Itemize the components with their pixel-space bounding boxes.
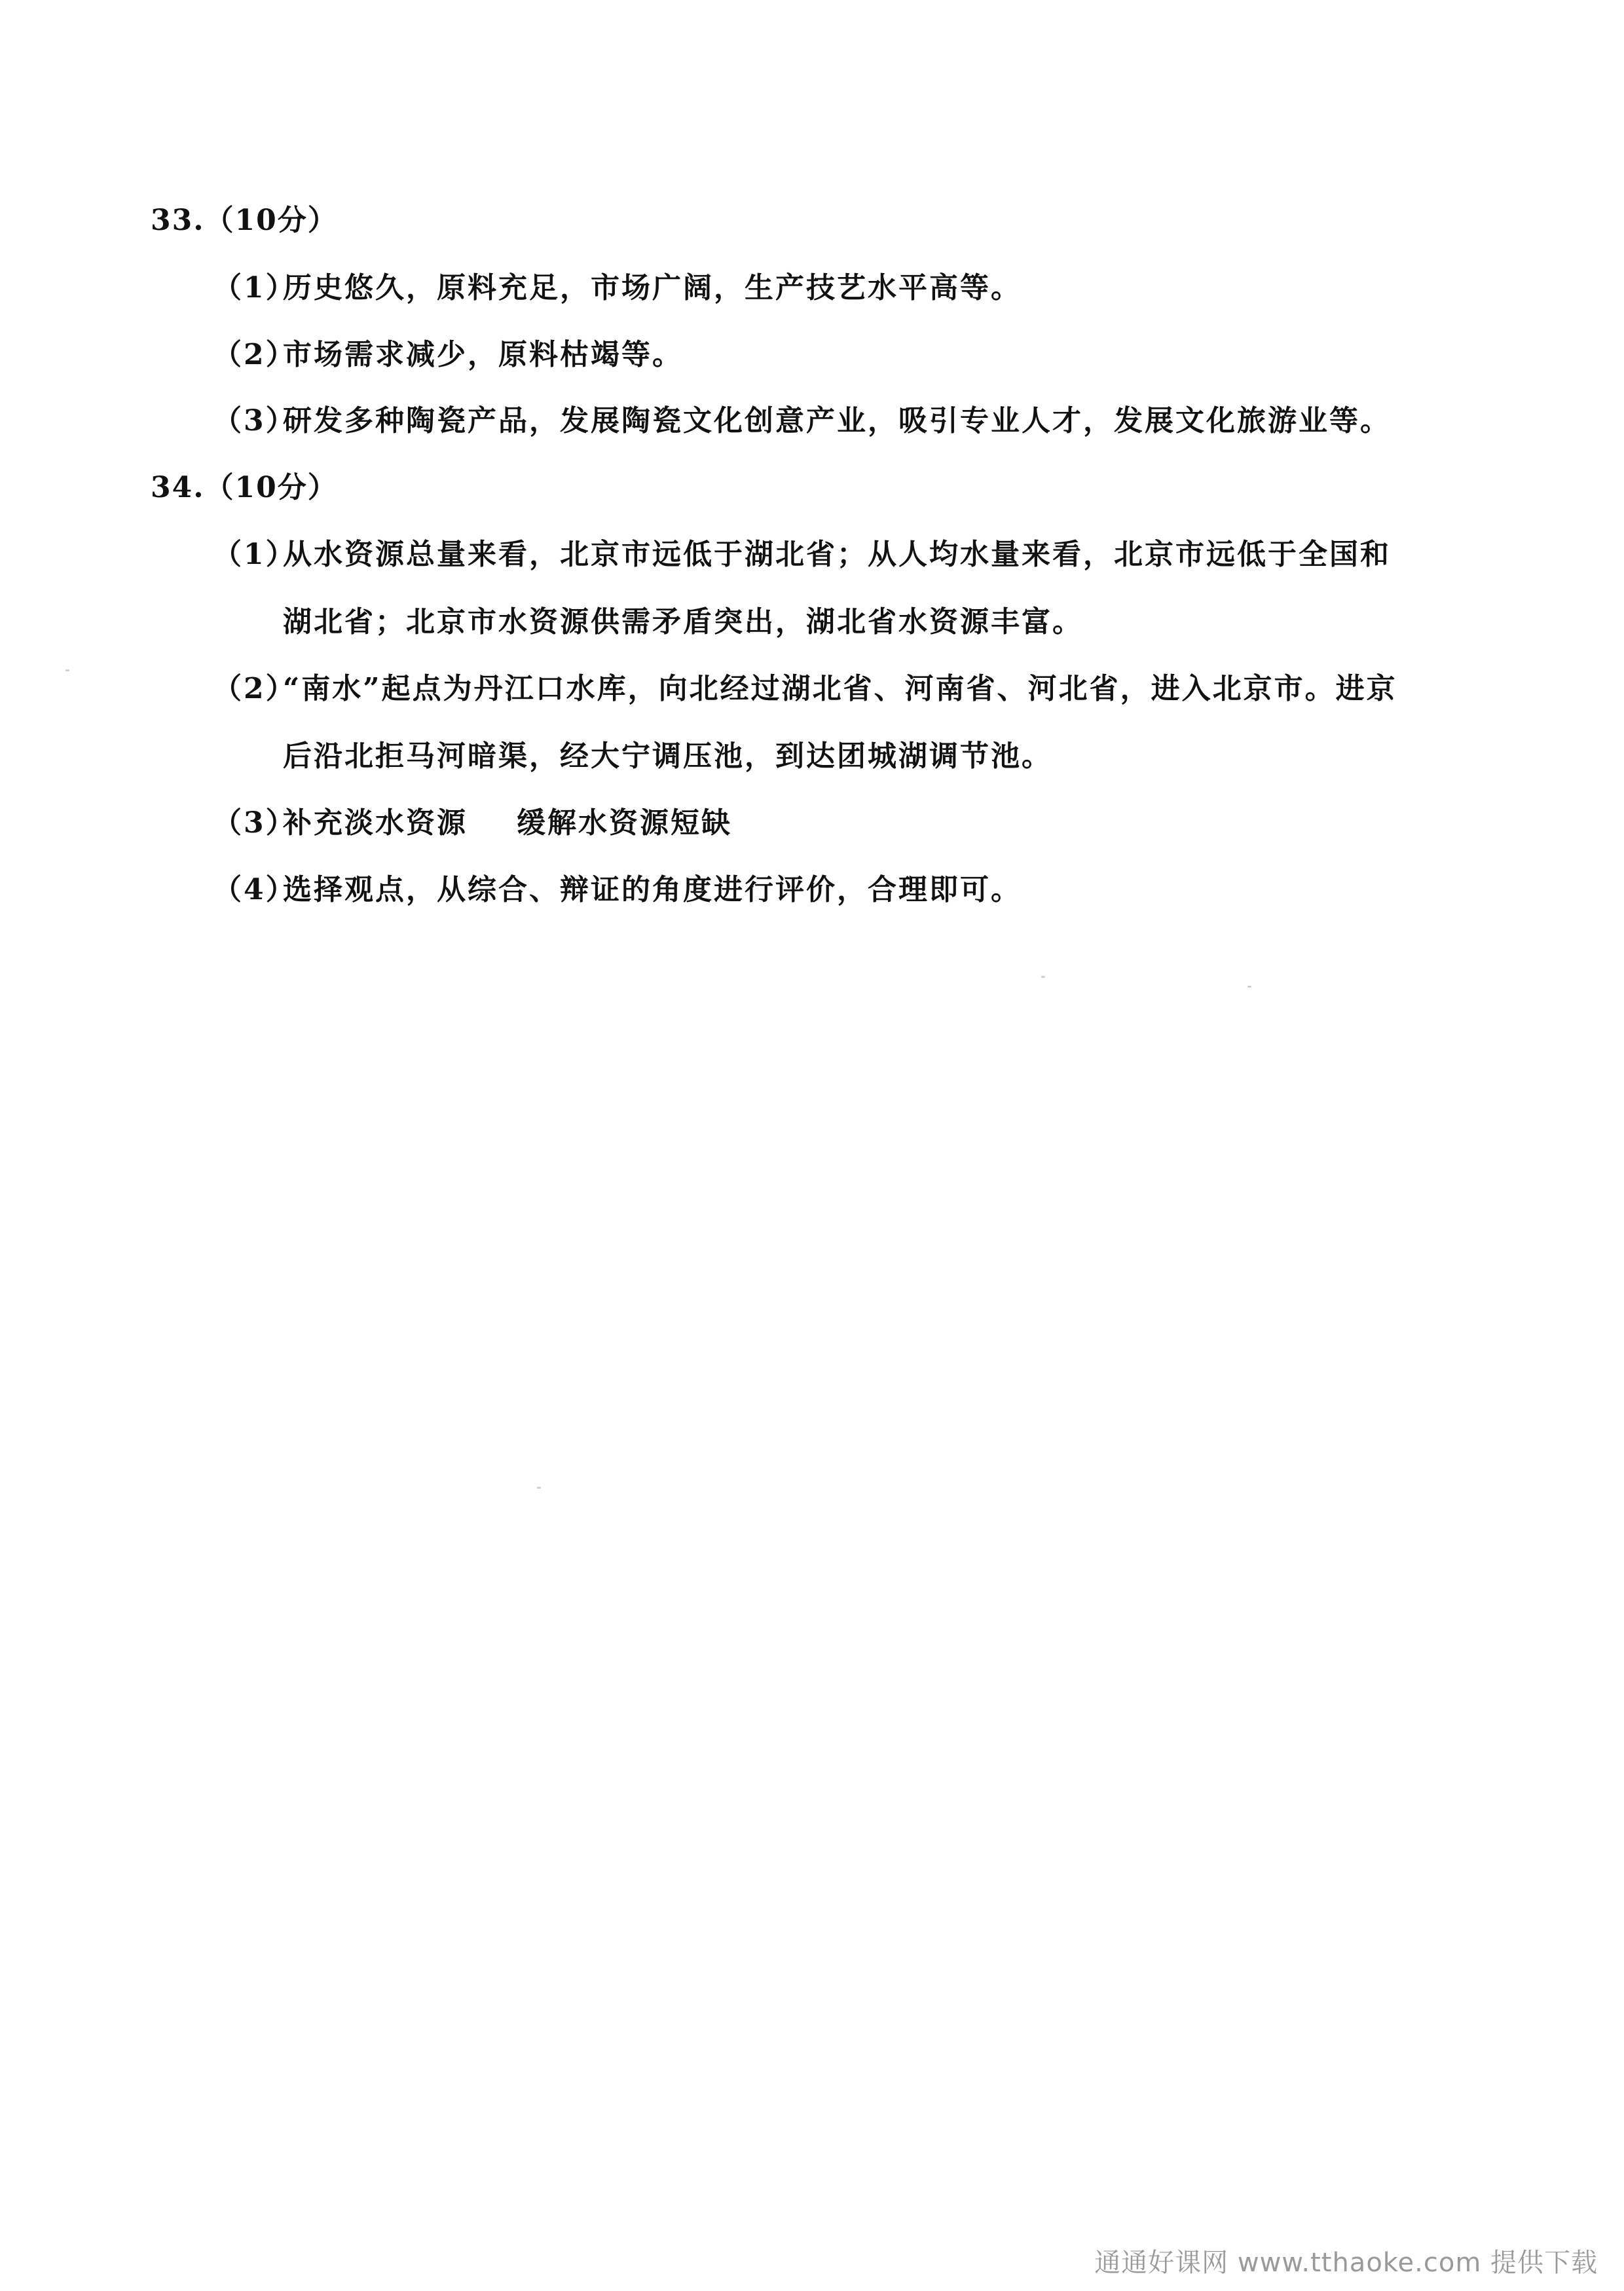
q34-item-2 bbox=[213, 665, 1397, 707]
q33-item-2 bbox=[213, 331, 683, 373]
q34-item-3-text-a: 补充淡水资源 bbox=[283, 806, 468, 840]
q34-item-4-text: 选择观点，从综合、辩证的角度进行评价，合理即可。 bbox=[283, 873, 1022, 906]
q34-item-3-number: （3） bbox=[213, 806, 297, 840]
q34-item-1-number: （1） bbox=[213, 538, 297, 571]
q34-item-4 bbox=[213, 866, 1022, 908]
q34-item-2-number: （2） bbox=[213, 672, 297, 705]
question-34-title: 34.（10分） bbox=[151, 471, 338, 504]
q33-item-3-text: 研发多种陶瓷产品，发展陶瓷文化创意产业，吸引专业人才，发展文化旅游业等。 bbox=[283, 404, 1391, 438]
q33-item-1-text: 历史悠久，原料充足，市场广阔，生产技艺水平高等。 bbox=[283, 271, 1022, 305]
q33-item-1-number: （1） bbox=[213, 271, 297, 305]
q34-item-1-continuation: 湖北省；北京市水资源供需矛盾突出，湖北省水资源丰富。 bbox=[283, 605, 1083, 639]
scan-speck bbox=[537, 1487, 541, 1489]
q33-item-2-number: （2） bbox=[213, 338, 297, 371]
q33-item-1 bbox=[213, 264, 1022, 306]
q34-item-3 bbox=[213, 799, 732, 841]
q34-item-2-continuation: 后沿北拒马河暗渠，经大宁调压池，到达团城湖调节池。 bbox=[283, 739, 1052, 773]
q33-item-2-text: 市场需求减少，原料枯竭等。 bbox=[283, 338, 683, 371]
q34-item-3-text-b: 缓解水资源短缺 bbox=[517, 806, 732, 840]
scan-speck bbox=[1041, 976, 1045, 978]
q34-item-1-text: 从水资源总量来看，北京市远低于湖北省；从人均水量来看，北京市远低于全国和 bbox=[283, 538, 1391, 571]
q33-item-3 bbox=[213, 397, 1391, 439]
q34-item-4-number: （4） bbox=[213, 873, 297, 906]
q34-item-1 bbox=[213, 531, 1391, 572]
q33-item-3-number: （3） bbox=[213, 404, 297, 438]
question-33-title: 33.（10分） bbox=[151, 204, 338, 237]
scan-speck bbox=[1247, 986, 1251, 988]
scan-speck bbox=[65, 669, 69, 671]
watermark-footer: 通通好课网 www.tthaoke.com 提供下载 bbox=[1094, 2248, 1598, 2278]
q34-item-2-text: “南水”起点为丹江口水库，向北经过湖北省、河南省、河北省，进入北京市。进京 bbox=[283, 672, 1397, 705]
